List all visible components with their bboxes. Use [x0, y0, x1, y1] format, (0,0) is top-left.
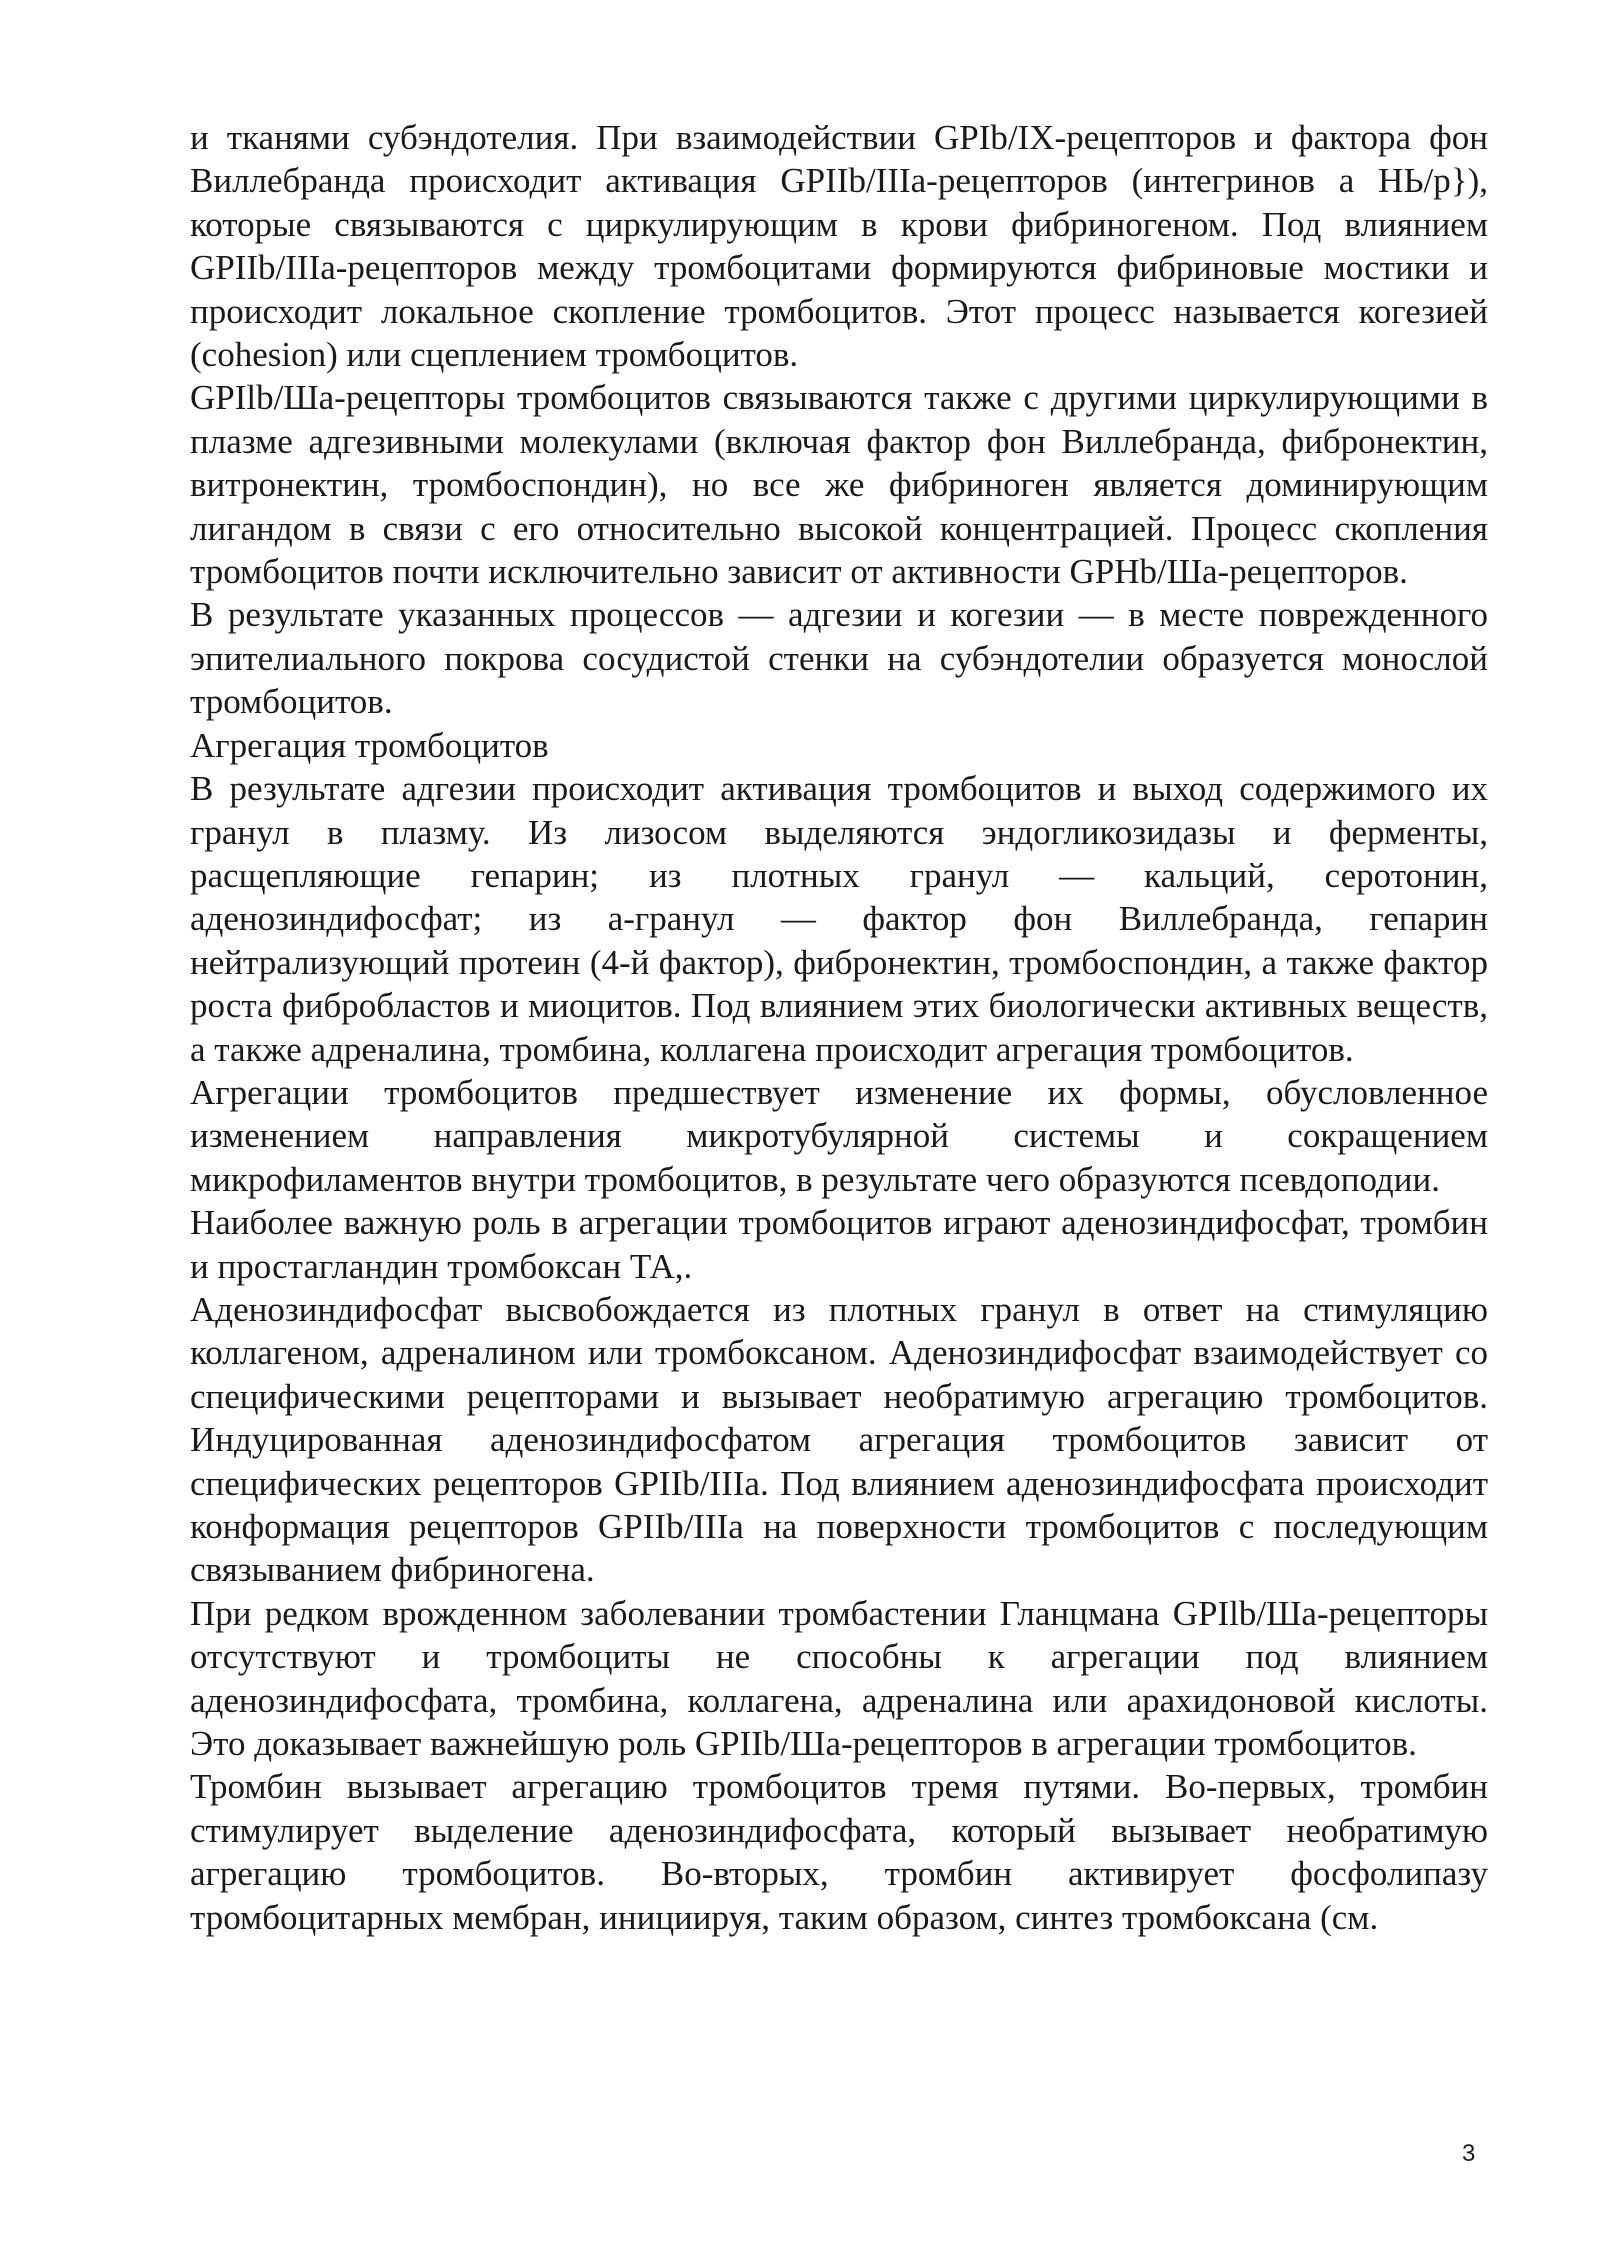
paragraph-shape-change: Агрегации тромбоцитов предшествует изменение их формы, обусловленное изменением направления микротубулярной системы и сокращением микрофиламентов внутри тромбоцитов, в результате чего образуются псевдоподии.: [190, 1072, 1488, 1199]
paragraph-glanzmann: При редком врожденном заболевании тромбастении Гланцмана GPIlb/Ша-рецепторы отсутствуют и тромбоциты не способны к агрегации под влиянием аденозиндифосфата, тромбина, коллагена, адреналина или арахидоновой кислоты. Это доказывает важнейшую роль GPIIb/Ша-рецепторов в агрегации тромбоцитов.: [190, 1593, 1488, 1764]
paragraph-monolayer: В результате указанных процессов — адгезии и когезии — в месте поврежденного эпителиального покрова сосудистой стенки на субэндотелии образуется монослой тромбоцитов.: [190, 595, 1488, 722]
section-heading-aggregation: Агрегация тромбоцитов: [190, 725, 549, 765]
page-number: 3: [1462, 2140, 1476, 2167]
paragraph-adp: Аденозиндифосфат высвобождается из плотных гранул в ответ на стимуляцию коллагеном, адреналином или тромбоксаном. Аденозиндифосфат взаимодействует со специфическими рецепторами и вызывает необратимую агрегацию тромбоцитов. Индуцированная аденозиндифосфатом агрегация тромбоцитов зависит от специфических рецепторов GPIIb/IIIa. Под влиянием аденозиндифосфата происходит конформация рецепторов GPIIb/IIIa на поверхности тромбоцитов с последующим связыванием фибриногена.: [190, 1289, 1488, 1590]
paragraph-gpiib-receptors: GPIlb/Ша-рецепторы тромбоцитов связываются также с другими циркулирующими в плазме адгезивными молекулами (включая фактор фон Виллебранда, фибронектин, витронектин, тромбоспондин), но все же фибриноген является доминирующим лигандом в связи с его относительно высокой концентрацией. Процесс скопления тромбоцитов почти исключительно зависит от активности GPHb/Ша-рецепторов.: [190, 378, 1488, 592]
paragraph-cohesion: и тканями субэндотелия. При взаимодействии GPIb/IX-рецепторов и фактора фон Виллебранда происходит активация GPIIb/IIIa-рецепторов (интегринов а НЬ/р}), которые связываются с циркулирующим в крови фибриногеном. Под влиянием GPIIb/IIIa-рецепторов между тромбоцитами формируются фибриновые мостики и происходит локальное скопление тромбоцитов. Этот процесс называется когезией (cohesion) или сцеплением тромбоцитов.: [190, 118, 1488, 375]
paragraph-key-agonists: Наиболее важную роль в агрегации тромбоцитов играют аденозиндифосфат, тромбин и простагландин тромбоксан ТА,.: [190, 1203, 1488, 1286]
document-page: [190, 116, 1488, 1939]
paragraph-activation: В результате адгезии происходит активация тромбоцитов и выход содержимого их гранул в плазму. Из лизосом выделяются эндогликозидазы и ферменты, расщепляющие гепарин; из плотных гранул — кальций, серотонин, аденозиндифосфат; из а-гранул — фактор фон Виллебранда, гепарин нейтрализующий протеин (4-й фактор), фибронектин, тромбоспондин, а также фактор роста фибробластов и миоцитов. Под влиянием этих биологически активных веществ, а также адреналина, тромбина, коллагена происходит агрегация тромбоцитов.: [190, 769, 1488, 1069]
paragraph-thrombin: Тромбин вызывает агрегацию тромбоцитов тремя путями. Во-первых, тромбин стимулирует выделение аденозиндифосфата, который вызывает необратимую агрегацию тромбоцитов. Во-вторых, тромбин активирует фосфолипазу тромбоцитарных мембран, инициируя, таким образом, синтез тромбоксана (см.: [190, 1767, 1488, 1937]
